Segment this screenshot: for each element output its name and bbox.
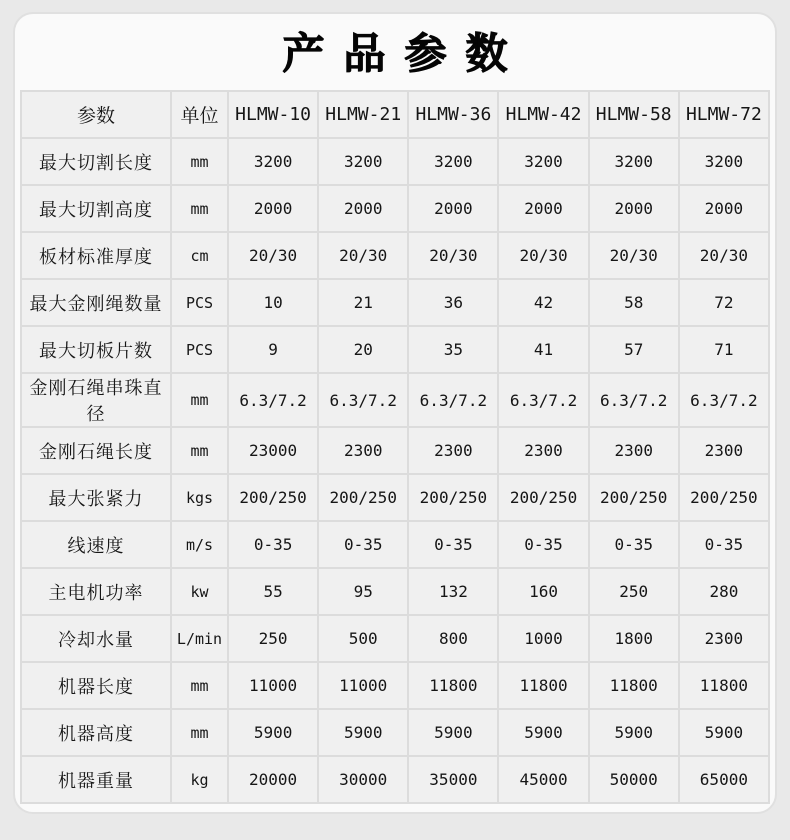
value-cell: 65000: [679, 756, 769, 803]
table-row: [21, 756, 769, 803]
unit-cell: L/min: [171, 615, 228, 662]
header-row: [21, 91, 769, 138]
unit-cell: m/s: [171, 521, 228, 568]
value-cell: 11000: [318, 662, 408, 709]
value-cell: 11800: [498, 662, 588, 709]
param-cell: 金刚石绳串珠直径: [21, 373, 171, 427]
value-cell: 0-35: [498, 521, 588, 568]
value-cell: 58: [589, 279, 679, 326]
value-cell: 20/30: [318, 232, 408, 279]
value-cell: 6.3/7.2: [228, 373, 318, 427]
unit-cell: PCS: [171, 279, 228, 326]
value-cell: 57: [589, 326, 679, 373]
unit-cell: mm: [171, 427, 228, 474]
table-row: [21, 568, 769, 615]
table-row: [21, 373, 769, 427]
unit-cell: mm: [171, 709, 228, 756]
value-cell: 20/30: [679, 232, 769, 279]
value-cell: 20000: [228, 756, 318, 803]
value-cell: 45000: [498, 756, 588, 803]
unit-cell: mm: [171, 138, 228, 185]
value-cell: 71: [679, 326, 769, 373]
header-model-72: HLMW-72: [679, 91, 769, 138]
value-cell: 2300: [589, 427, 679, 474]
value-cell: 3200: [318, 138, 408, 185]
unit-cell: kw: [171, 568, 228, 615]
value-cell: 2000: [589, 185, 679, 232]
value-cell: 0-35: [228, 521, 318, 568]
value-cell: 11000: [228, 662, 318, 709]
value-cell: 2300: [408, 427, 498, 474]
table-row: [21, 279, 769, 326]
value-cell: 11800: [408, 662, 498, 709]
value-cell: 2300: [679, 615, 769, 662]
value-cell: 55: [228, 568, 318, 615]
value-cell: 250: [228, 615, 318, 662]
header-param: 参数: [21, 91, 171, 138]
value-cell: 6.3/7.2: [408, 373, 498, 427]
header-model-58: HLMW-58: [589, 91, 679, 138]
value-cell: 72: [679, 279, 769, 326]
value-cell: 30000: [318, 756, 408, 803]
value-cell: 6.3/7.2: [498, 373, 588, 427]
header-unit: 单位: [171, 91, 228, 138]
param-cell: 机器重量: [21, 756, 171, 803]
value-cell: 36: [408, 279, 498, 326]
value-cell: 21: [318, 279, 408, 326]
table-row: [21, 521, 769, 568]
value-cell: 23000: [228, 427, 318, 474]
value-cell: 6.3/7.2: [318, 373, 408, 427]
value-cell: 5900: [228, 709, 318, 756]
value-cell: 2300: [318, 427, 408, 474]
param-cell: 板材标准厚度: [21, 232, 171, 279]
unit-cell: kg: [171, 756, 228, 803]
param-cell: 线速度: [21, 521, 171, 568]
value-cell: 41: [498, 326, 588, 373]
value-cell: 2000: [679, 185, 769, 232]
value-cell: 3200: [498, 138, 588, 185]
value-cell: 3200: [589, 138, 679, 185]
value-cell: 800: [408, 615, 498, 662]
value-cell: 0-35: [408, 521, 498, 568]
unit-cell: kgs: [171, 474, 228, 521]
param-cell: 最大切割长度: [21, 138, 171, 185]
param-cell: 金刚石绳长度: [21, 427, 171, 474]
value-cell: 50000: [589, 756, 679, 803]
param-cell: 最大切板片数: [21, 326, 171, 373]
value-cell: 42: [498, 279, 588, 326]
value-cell: 2000: [228, 185, 318, 232]
value-cell: 3200: [228, 138, 318, 185]
table-row: [21, 185, 769, 232]
value-cell: 11800: [589, 662, 679, 709]
value-cell: 35000: [408, 756, 498, 803]
value-cell: 500: [318, 615, 408, 662]
param-cell: 主电机功率: [21, 568, 171, 615]
value-cell: 20/30: [589, 232, 679, 279]
value-cell: 200/250: [679, 474, 769, 521]
value-cell: 20/30: [408, 232, 498, 279]
value-cell: 160: [498, 568, 588, 615]
value-cell: 2000: [318, 185, 408, 232]
value-cell: 0-35: [318, 521, 408, 568]
value-cell: 132: [408, 568, 498, 615]
table-row: [21, 474, 769, 521]
value-cell: 5900: [408, 709, 498, 756]
table-body: [21, 138, 769, 803]
unit-cell: mm: [171, 373, 228, 427]
table-row: [21, 662, 769, 709]
table-row: [21, 232, 769, 279]
value-cell: 3200: [408, 138, 498, 185]
header-model-21: HLMW-21: [318, 91, 408, 138]
value-cell: 9: [228, 326, 318, 373]
value-cell: 1800: [589, 615, 679, 662]
value-cell: 5900: [679, 709, 769, 756]
unit-cell: mm: [171, 185, 228, 232]
header-model-42: HLMW-42: [498, 91, 588, 138]
value-cell: 6.3/7.2: [589, 373, 679, 427]
param-cell: 冷却水量: [21, 615, 171, 662]
table-row: [21, 615, 769, 662]
page-title: 产品参数: [282, 29, 527, 78]
unit-cell: mm: [171, 662, 228, 709]
value-cell: 250: [589, 568, 679, 615]
product-params-panel: [13, 12, 777, 814]
table-row: [21, 709, 769, 756]
param-cell: 机器高度: [21, 709, 171, 756]
table-row: [21, 326, 769, 373]
param-cell: 最大切割高度: [21, 185, 171, 232]
value-cell: 10: [228, 279, 318, 326]
value-cell: 2000: [498, 185, 588, 232]
unit-cell: cm: [171, 232, 228, 279]
value-cell: 200/250: [228, 474, 318, 521]
param-cell: 机器长度: [21, 662, 171, 709]
value-cell: 5900: [589, 709, 679, 756]
value-cell: 2300: [679, 427, 769, 474]
value-cell: 200/250: [408, 474, 498, 521]
value-cell: 5900: [498, 709, 588, 756]
value-cell: 20/30: [228, 232, 318, 279]
value-cell: 280: [679, 568, 769, 615]
value-cell: 2300: [498, 427, 588, 474]
value-cell: 95: [318, 568, 408, 615]
value-cell: 5900: [318, 709, 408, 756]
value-cell: 2000: [408, 185, 498, 232]
table-row: [21, 427, 769, 474]
value-cell: 20: [318, 326, 408, 373]
value-cell: 0-35: [589, 521, 679, 568]
unit-cell: PCS: [171, 326, 228, 373]
value-cell: 200/250: [498, 474, 588, 521]
value-cell: 200/250: [318, 474, 408, 521]
value-cell: 20/30: [498, 232, 588, 279]
value-cell: 11800: [679, 662, 769, 709]
param-cell: 最大张紧力: [21, 474, 171, 521]
header-model-36: HLMW-36: [408, 91, 498, 138]
table-row: [21, 138, 769, 185]
value-cell: 3200: [679, 138, 769, 185]
header-model-10: HLMW-10: [228, 91, 318, 138]
param-cell: 最大金刚绳数量: [21, 279, 171, 326]
value-cell: 200/250: [589, 474, 679, 521]
value-cell: 35: [408, 326, 498, 373]
value-cell: 0-35: [679, 521, 769, 568]
value-cell: 1000: [498, 615, 588, 662]
spec-table: [20, 90, 770, 804]
value-cell: 6.3/7.2: [679, 373, 769, 427]
